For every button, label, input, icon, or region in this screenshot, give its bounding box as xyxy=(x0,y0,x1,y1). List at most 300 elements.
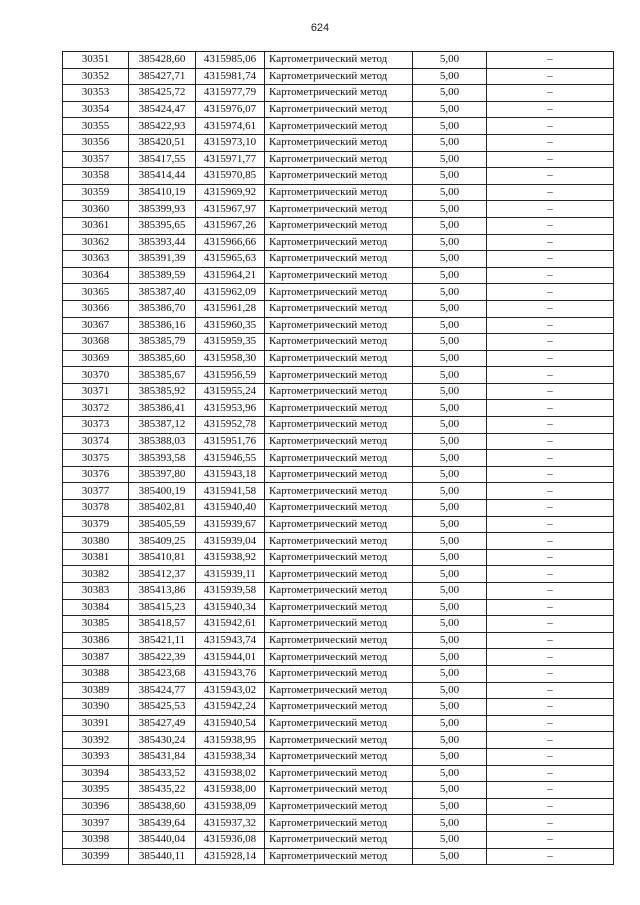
table-row xyxy=(63,85,614,102)
method-cell: Картометрический метод xyxy=(265,118,413,135)
point-number-cell: 30391 xyxy=(63,715,129,732)
point-number-cell: 30376 xyxy=(63,466,129,483)
point-number-cell: 30384 xyxy=(63,599,129,616)
note-cell: – xyxy=(487,400,614,417)
accuracy-cell: 5,00 xyxy=(413,317,487,334)
note-cell: – xyxy=(487,417,614,434)
point-number-cell: 30399 xyxy=(63,848,129,865)
x-coordinate-cell: 385423,68 xyxy=(129,665,196,682)
accuracy-cell: 5,00 xyxy=(413,831,487,848)
x-coordinate-cell: 385418,57 xyxy=(129,616,196,633)
y-coordinate-cell: 4315938,92 xyxy=(196,549,265,566)
accuracy-cell: 5,00 xyxy=(413,516,487,533)
x-coordinate-cell: 385385,79 xyxy=(129,334,196,351)
note-cell: – xyxy=(487,583,614,600)
x-coordinate-cell: 385428,60 xyxy=(129,52,196,69)
point-number-cell: 30365 xyxy=(63,284,129,301)
point-number-cell: 30371 xyxy=(63,383,129,400)
table-row xyxy=(63,665,614,682)
note-cell: – xyxy=(487,831,614,848)
point-number-cell: 30359 xyxy=(63,184,129,201)
x-coordinate-cell: 385387,40 xyxy=(129,284,196,301)
method-cell: Картометрический метод xyxy=(265,151,413,168)
y-coordinate-cell: 4315939,04 xyxy=(196,533,265,550)
table-row xyxy=(63,168,614,185)
point-number-cell: 30368 xyxy=(63,334,129,351)
accuracy-cell: 5,00 xyxy=(413,234,487,251)
point-number-cell: 30364 xyxy=(63,267,129,284)
point-number-cell: 30369 xyxy=(63,350,129,367)
y-coordinate-cell: 4315928,14 xyxy=(196,848,265,865)
table-row xyxy=(63,234,614,251)
accuracy-cell: 5,00 xyxy=(413,765,487,782)
method-cell: Картометрический метод xyxy=(265,715,413,732)
x-coordinate-cell: 385397,80 xyxy=(129,466,196,483)
y-coordinate-cell: 4315964,21 xyxy=(196,267,265,284)
table-row xyxy=(63,516,614,533)
note-cell: – xyxy=(487,599,614,616)
method-cell: Картометрический метод xyxy=(265,599,413,616)
x-coordinate-cell: 385395,65 xyxy=(129,217,196,234)
accuracy-cell: 5,00 xyxy=(413,632,487,649)
note-cell: – xyxy=(487,450,614,467)
table-row xyxy=(63,433,614,450)
y-coordinate-cell: 4315944,01 xyxy=(196,649,265,666)
x-coordinate-cell: 385425,53 xyxy=(129,699,196,716)
accuracy-cell: 5,00 xyxy=(413,682,487,699)
note-cell: – xyxy=(487,234,614,251)
method-cell: Картометрический метод xyxy=(265,682,413,699)
accuracy-cell: 5,00 xyxy=(413,251,487,268)
accuracy-cell: 5,00 xyxy=(413,68,487,85)
x-coordinate-cell: 385438,60 xyxy=(129,798,196,815)
y-coordinate-cell: 4315965,63 xyxy=(196,251,265,268)
accuracy-cell: 5,00 xyxy=(413,732,487,749)
y-coordinate-cell: 4315938,95 xyxy=(196,732,265,749)
y-coordinate-cell: 4315936,08 xyxy=(196,831,265,848)
note-cell: – xyxy=(487,649,614,666)
y-coordinate-cell: 4315971,77 xyxy=(196,151,265,168)
note-cell: – xyxy=(487,300,614,317)
table-row xyxy=(63,101,614,118)
method-cell: Картометрический метод xyxy=(265,168,413,185)
accuracy-cell: 5,00 xyxy=(413,201,487,218)
y-coordinate-cell: 4315959,35 xyxy=(196,334,265,351)
method-cell: Картометрический метод xyxy=(265,383,413,400)
point-number-cell: 30355 xyxy=(63,118,129,135)
accuracy-cell: 5,00 xyxy=(413,300,487,317)
note-cell: – xyxy=(487,85,614,102)
accuracy-cell: 5,00 xyxy=(413,549,487,566)
x-coordinate-cell: 385402,81 xyxy=(129,500,196,517)
note-cell: – xyxy=(487,732,614,749)
x-coordinate-cell: 385431,84 xyxy=(129,748,196,765)
point-number-cell: 30358 xyxy=(63,168,129,185)
note-cell: – xyxy=(487,632,614,649)
method-cell: Картометрический метод xyxy=(265,184,413,201)
point-number-cell: 30397 xyxy=(63,815,129,832)
accuracy-cell: 5,00 xyxy=(413,798,487,815)
table-row xyxy=(63,500,614,517)
table-row xyxy=(63,334,614,351)
point-number-cell: 30379 xyxy=(63,516,129,533)
table-row xyxy=(63,616,614,633)
method-cell: Картометрический метод xyxy=(265,68,413,85)
table-row xyxy=(63,649,614,666)
y-coordinate-cell: 4315942,24 xyxy=(196,699,265,716)
method-cell: Картометрический метод xyxy=(265,367,413,384)
accuracy-cell: 5,00 xyxy=(413,217,487,234)
x-coordinate-cell: 385424,77 xyxy=(129,682,196,699)
table-row xyxy=(63,748,614,765)
note-cell: – xyxy=(487,665,614,682)
y-coordinate-cell: 4315981,74 xyxy=(196,68,265,85)
table-row xyxy=(63,383,614,400)
method-cell: Картометрический метод xyxy=(265,665,413,682)
x-coordinate-cell: 385393,58 xyxy=(129,450,196,467)
point-number-cell: 30367 xyxy=(63,317,129,334)
note-cell: – xyxy=(487,483,614,500)
point-number-cell: 30357 xyxy=(63,151,129,168)
note-cell: – xyxy=(487,848,614,865)
table-row xyxy=(63,483,614,500)
y-coordinate-cell: 4315938,09 xyxy=(196,798,265,815)
table-row xyxy=(63,732,614,749)
accuracy-cell: 5,00 xyxy=(413,134,487,151)
method-cell: Картометрический метод xyxy=(265,334,413,351)
y-coordinate-cell: 4315956,59 xyxy=(196,367,265,384)
note-cell: – xyxy=(487,201,614,218)
x-coordinate-cell: 385413,86 xyxy=(129,583,196,600)
accuracy-cell: 5,00 xyxy=(413,583,487,600)
table-row xyxy=(63,350,614,367)
note-cell: – xyxy=(487,184,614,201)
y-coordinate-cell: 4315940,54 xyxy=(196,715,265,732)
y-coordinate-cell: 4315960,35 xyxy=(196,317,265,334)
note-cell: – xyxy=(487,267,614,284)
table-row xyxy=(63,765,614,782)
method-cell: Картометрический метод xyxy=(265,549,413,566)
note-cell: – xyxy=(487,616,614,633)
point-number-cell: 30372 xyxy=(63,400,129,417)
table-row xyxy=(63,583,614,600)
y-coordinate-cell: 4315939,67 xyxy=(196,516,265,533)
note-cell: – xyxy=(487,500,614,517)
y-coordinate-cell: 4315970,85 xyxy=(196,168,265,185)
y-coordinate-cell: 4315976,07 xyxy=(196,101,265,118)
y-coordinate-cell: 4315952,78 xyxy=(196,417,265,434)
x-coordinate-cell: 385414,44 xyxy=(129,168,196,185)
point-number-cell: 30366 xyxy=(63,300,129,317)
x-coordinate-cell: 385385,92 xyxy=(129,383,196,400)
table-row xyxy=(63,848,614,865)
note-cell: – xyxy=(487,68,614,85)
method-cell: Картометрический метод xyxy=(265,782,413,799)
table-row xyxy=(63,533,614,550)
note-cell: – xyxy=(487,516,614,533)
page-number: 624 xyxy=(310,22,330,34)
table-row xyxy=(63,549,614,566)
y-coordinate-cell: 4315938,02 xyxy=(196,765,265,782)
table-row xyxy=(63,184,614,201)
accuracy-cell: 5,00 xyxy=(413,500,487,517)
method-cell: Картометрический метод xyxy=(265,201,413,218)
table-row xyxy=(63,682,614,699)
accuracy-cell: 5,00 xyxy=(413,715,487,732)
x-coordinate-cell: 385422,39 xyxy=(129,649,196,666)
point-number-cell: 30356 xyxy=(63,134,129,151)
note-cell: – xyxy=(487,217,614,234)
note-cell: – xyxy=(487,566,614,583)
point-number-cell: 30362 xyxy=(63,234,129,251)
method-cell: Картометрический метод xyxy=(265,649,413,666)
table-row xyxy=(63,699,614,716)
accuracy-cell: 5,00 xyxy=(413,450,487,467)
note-cell: – xyxy=(487,815,614,832)
accuracy-cell: 5,00 xyxy=(413,383,487,400)
accuracy-cell: 5,00 xyxy=(413,184,487,201)
method-cell: Картометрический метод xyxy=(265,616,413,633)
note-cell: – xyxy=(487,134,614,151)
table-row xyxy=(63,367,614,384)
y-coordinate-cell: 4315969,92 xyxy=(196,184,265,201)
note-cell: – xyxy=(487,284,614,301)
point-number-cell: 30393 xyxy=(63,748,129,765)
note-cell: – xyxy=(487,765,614,782)
table-row xyxy=(63,831,614,848)
point-number-cell: 30392 xyxy=(63,732,129,749)
accuracy-cell: 5,00 xyxy=(413,599,487,616)
y-coordinate-cell: 4315938,34 xyxy=(196,748,265,765)
method-cell: Картометрический метод xyxy=(265,466,413,483)
x-coordinate-cell: 385422,93 xyxy=(129,118,196,135)
method-cell: Картометрический метод xyxy=(265,815,413,832)
x-coordinate-cell: 385424,47 xyxy=(129,101,196,118)
x-coordinate-cell: 385391,39 xyxy=(129,251,196,268)
x-coordinate-cell: 385388,03 xyxy=(129,433,196,450)
note-cell: – xyxy=(487,350,614,367)
x-coordinate-cell: 385393,44 xyxy=(129,234,196,251)
accuracy-cell: 5,00 xyxy=(413,433,487,450)
x-coordinate-cell: 385386,16 xyxy=(129,317,196,334)
note-cell: – xyxy=(487,782,614,799)
x-coordinate-cell: 385427,49 xyxy=(129,715,196,732)
method-cell: Картометрический метод xyxy=(265,831,413,848)
method-cell: Картометрический метод xyxy=(265,699,413,716)
method-cell: Картометрический метод xyxy=(265,101,413,118)
note-cell: – xyxy=(487,533,614,550)
note-cell: – xyxy=(487,798,614,815)
accuracy-cell: 5,00 xyxy=(413,483,487,500)
y-coordinate-cell: 4315955,24 xyxy=(196,383,265,400)
x-coordinate-cell: 385417,55 xyxy=(129,151,196,168)
accuracy-cell: 5,00 xyxy=(413,350,487,367)
note-cell: – xyxy=(487,168,614,185)
point-number-cell: 30370 xyxy=(63,367,129,384)
accuracy-cell: 5,00 xyxy=(413,168,487,185)
note-cell: – xyxy=(487,383,614,400)
point-number-cell: 30389 xyxy=(63,682,129,699)
accuracy-cell: 5,00 xyxy=(413,151,487,168)
method-cell: Картометрический метод xyxy=(265,500,413,517)
accuracy-cell: 5,00 xyxy=(413,848,487,865)
point-number-cell: 30374 xyxy=(63,433,129,450)
point-number-cell: 30360 xyxy=(63,201,129,218)
table-row xyxy=(63,450,614,467)
accuracy-cell: 5,00 xyxy=(413,699,487,716)
point-number-cell: 30354 xyxy=(63,101,129,118)
note-cell: – xyxy=(487,682,614,699)
table-row xyxy=(63,267,614,284)
method-cell: Картометрический метод xyxy=(265,765,413,782)
y-coordinate-cell: 4315962,09 xyxy=(196,284,265,301)
y-coordinate-cell: 4315939,11 xyxy=(196,566,265,583)
method-cell: Картометрический метод xyxy=(265,450,413,467)
x-coordinate-cell: 385439,64 xyxy=(129,815,196,832)
y-coordinate-cell: 4315938,00 xyxy=(196,782,265,799)
table-row xyxy=(63,798,614,815)
y-coordinate-cell: 4315974,61 xyxy=(196,118,265,135)
x-coordinate-cell: 385412,37 xyxy=(129,566,196,583)
table-row xyxy=(63,151,614,168)
y-coordinate-cell: 4315967,26 xyxy=(196,217,265,234)
table-row xyxy=(63,599,614,616)
point-number-cell: 30361 xyxy=(63,217,129,234)
point-number-cell: 30352 xyxy=(63,68,129,85)
note-cell: – xyxy=(487,151,614,168)
x-coordinate-cell: 385415,23 xyxy=(129,599,196,616)
y-coordinate-cell: 4315961,28 xyxy=(196,300,265,317)
x-coordinate-cell: 385410,81 xyxy=(129,549,196,566)
y-coordinate-cell: 4315951,76 xyxy=(196,433,265,450)
coordinates-table-body xyxy=(63,52,614,865)
table-row xyxy=(63,68,614,85)
point-number-cell: 30388 xyxy=(63,665,129,682)
x-coordinate-cell: 385420,51 xyxy=(129,134,196,151)
note-cell: – xyxy=(487,118,614,135)
note-cell: – xyxy=(487,317,614,334)
y-coordinate-cell: 4315973,10 xyxy=(196,134,265,151)
accuracy-cell: 5,00 xyxy=(413,400,487,417)
accuracy-cell: 5,00 xyxy=(413,267,487,284)
method-cell: Картометрический метод xyxy=(265,317,413,334)
x-coordinate-cell: 385421,11 xyxy=(129,632,196,649)
point-number-cell: 30373 xyxy=(63,417,129,434)
method-cell: Картометрический метод xyxy=(265,798,413,815)
accuracy-cell: 5,00 xyxy=(413,85,487,102)
method-cell: Картометрический метод xyxy=(265,350,413,367)
x-coordinate-cell: 385400,19 xyxy=(129,483,196,500)
method-cell: Картометрический метод xyxy=(265,433,413,450)
y-coordinate-cell: 4315943,74 xyxy=(196,632,265,649)
y-coordinate-cell: 4315942,61 xyxy=(196,616,265,633)
x-coordinate-cell: 385433,52 xyxy=(129,765,196,782)
point-number-cell: 30395 xyxy=(63,782,129,799)
method-cell: Картометрический метод xyxy=(265,85,413,102)
accuracy-cell: 5,00 xyxy=(413,417,487,434)
note-cell: – xyxy=(487,549,614,566)
table-row xyxy=(63,566,614,583)
accuracy-cell: 5,00 xyxy=(413,566,487,583)
point-number-cell: 30387 xyxy=(63,649,129,666)
y-coordinate-cell: 4315953,96 xyxy=(196,400,265,417)
y-coordinate-cell: 4315940,40 xyxy=(196,500,265,517)
x-coordinate-cell: 385430,24 xyxy=(129,732,196,749)
y-coordinate-cell: 4315943,76 xyxy=(196,665,265,682)
accuracy-cell: 5,00 xyxy=(413,649,487,666)
point-number-cell: 30386 xyxy=(63,632,129,649)
accuracy-cell: 5,00 xyxy=(413,815,487,832)
point-number-cell: 30390 xyxy=(63,699,129,716)
point-number-cell: 30351 xyxy=(63,52,129,69)
x-coordinate-cell: 385389,59 xyxy=(129,267,196,284)
x-coordinate-cell: 385399,93 xyxy=(129,201,196,218)
accuracy-cell: 5,00 xyxy=(413,52,487,69)
method-cell: Картометрический метод xyxy=(265,251,413,268)
table-row xyxy=(63,134,614,151)
y-coordinate-cell: 4315967,97 xyxy=(196,201,265,218)
point-number-cell: 30375 xyxy=(63,450,129,467)
table-row xyxy=(63,201,614,218)
x-coordinate-cell: 385385,67 xyxy=(129,367,196,384)
table-row xyxy=(63,251,614,268)
note-cell: – xyxy=(487,367,614,384)
y-coordinate-cell: 4315940,34 xyxy=(196,599,265,616)
accuracy-cell: 5,00 xyxy=(413,665,487,682)
note-cell: – xyxy=(487,101,614,118)
table-row xyxy=(63,417,614,434)
method-cell: Картометрический метод xyxy=(265,632,413,649)
table-row xyxy=(63,317,614,334)
table-row xyxy=(63,300,614,317)
table-row xyxy=(63,284,614,301)
x-coordinate-cell: 385425,72 xyxy=(129,85,196,102)
method-cell: Картометрический метод xyxy=(265,284,413,301)
x-coordinate-cell: 385405,59 xyxy=(129,516,196,533)
y-coordinate-cell: 4315943,02 xyxy=(196,682,265,699)
point-number-cell: 30383 xyxy=(63,583,129,600)
point-number-cell: 30380 xyxy=(63,533,129,550)
note-cell: – xyxy=(487,251,614,268)
table-row xyxy=(63,632,614,649)
x-coordinate-cell: 385440,11 xyxy=(129,848,196,865)
x-coordinate-cell: 385386,41 xyxy=(129,400,196,417)
method-cell: Картометрический метод xyxy=(265,848,413,865)
point-number-cell: 30377 xyxy=(63,483,129,500)
y-coordinate-cell: 4315943,18 xyxy=(196,466,265,483)
method-cell: Картометрический метод xyxy=(265,217,413,234)
coordinates-table xyxy=(62,51,614,865)
method-cell: Картометрический метод xyxy=(265,400,413,417)
method-cell: Картометрический метод xyxy=(265,417,413,434)
point-number-cell: 30398 xyxy=(63,831,129,848)
method-cell: Картометрический метод xyxy=(265,483,413,500)
method-cell: Картометрический метод xyxy=(265,134,413,151)
accuracy-cell: 5,00 xyxy=(413,533,487,550)
method-cell: Картометрический метод xyxy=(265,234,413,251)
accuracy-cell: 5,00 xyxy=(413,101,487,118)
x-coordinate-cell: 385440,04 xyxy=(129,831,196,848)
note-cell: – xyxy=(487,699,614,716)
y-coordinate-cell: 4315946,55 xyxy=(196,450,265,467)
point-number-cell: 30382 xyxy=(63,566,129,583)
x-coordinate-cell: 385427,71 xyxy=(129,68,196,85)
point-number-cell: 30396 xyxy=(63,798,129,815)
accuracy-cell: 5,00 xyxy=(413,118,487,135)
note-cell: – xyxy=(487,748,614,765)
method-cell: Картометрический метод xyxy=(265,566,413,583)
table-row xyxy=(63,715,614,732)
